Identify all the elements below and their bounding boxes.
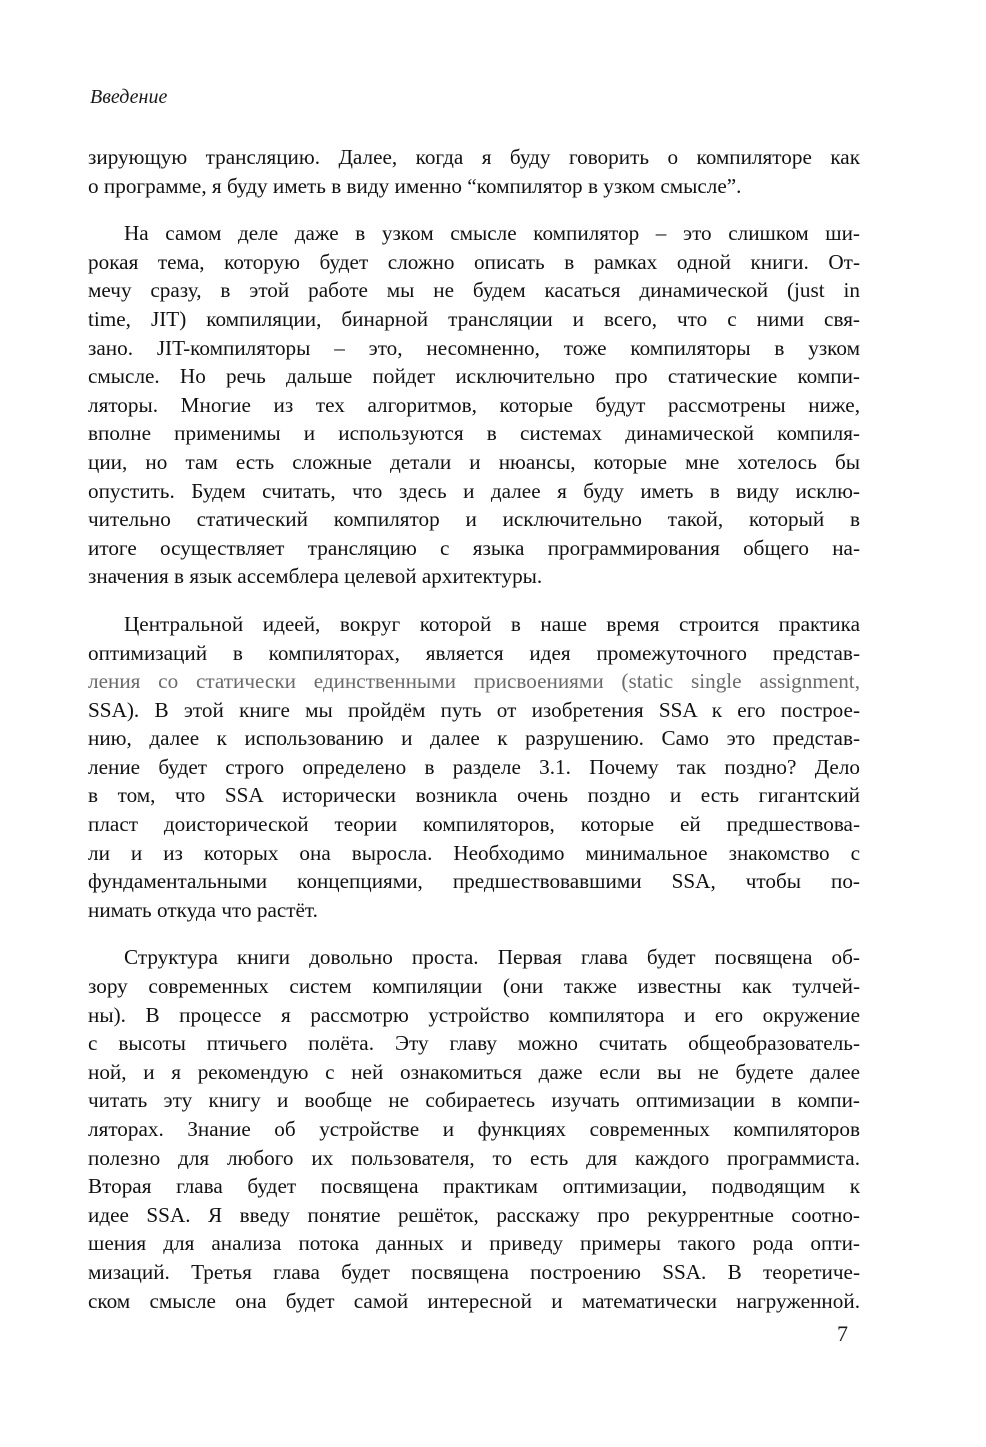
text-line: смысле. Но речь дальше пойдет исключительно про статические компи- — [88, 364, 860, 389]
text-line: пласт доисторической теории компиляторов, которые ей предшествова- — [88, 812, 860, 837]
text-line: оптимизаций в компиляторах, является идея промежуточного представ- — [88, 640, 860, 665]
paragraph — [88, 610, 860, 925]
running-head-title: Введение — [90, 86, 168, 108]
paragraph — [88, 219, 860, 591]
text-line: нию, далее к использованию и далее к разрушению. Само это представ- — [88, 726, 860, 751]
text-line: идее SSA. Я введу понятие решёток, расскажу про рекуррентные соотно- — [88, 1202, 860, 1227]
text-line: time, JIT) компиляции, бинарной трансляции и всего, что с ними свя- — [88, 306, 860, 331]
text-line: в том, что SSA исторически возникла очень поздно и есть гигантский — [88, 783, 860, 808]
text-line: мечу сразу, в этой работе мы не будем касаться динамической (just in — [88, 278, 860, 303]
text-line: ление будет строго определено в разделе 3.1. Почему так поздно? Дело — [88, 754, 860, 779]
page-number: 7 — [837, 1321, 848, 1346]
book-page — [88, 0, 860, 1447]
text-line: нимать откуда что растёт. — [88, 897, 318, 922]
text-line: ском смысле она будет самой интересной и математически нагруженной. — [88, 1288, 860, 1313]
text-line: итоге осуществляет трансляцию с языка программирования общего на- — [88, 535, 860, 560]
text-line: вполне применимы и используются в системах динамической компиля- — [88, 421, 860, 446]
text-line: SSA). В этой книге мы пройдём путь от изобретения SSA к его построе- — [88, 697, 860, 722]
text-line: с высоты птичьего полёта. Эту главу можно считать общеобразователь- — [88, 1031, 860, 1056]
paragraph — [88, 143, 860, 200]
text-line: опустить. Будем считать, что здесь и далее я буду иметь в виду исклю- — [88, 478, 860, 503]
text-line: мизаций. Третья глава будет посвящена построению SSA. В теоретиче- — [88, 1259, 860, 1284]
text-line: ляторах. Знание об устройстве и функциях современных компиляторов — [88, 1117, 860, 1141]
text-line: значения в язык ассемблера целевой архитектуры. — [88, 564, 543, 589]
text-line: ли и из которых она выросла. Необходимо минимальное знакомство с — [88, 840, 860, 865]
body-text — [88, 143, 860, 1334]
text-line-faded: ления со статически единственными присвоениями (static single assignment, — [88, 669, 860, 694]
text-line: Центральной идеей, вокруг которой в наше время строится практика — [124, 611, 860, 636]
paragraph — [88, 943, 860, 1315]
text-line: шения для анализа потока данных и приведу примеры такого рода опти- — [88, 1231, 860, 1256]
text-line: чительно статический компилятор и исключительно такой, который в — [88, 507, 860, 532]
text-line: ной, и я рекомендую с ней ознакомиться даже если вы не будете далее — [88, 1059, 860, 1084]
text-line: ляторы. Многие из тех алгоритмов, которые будут рассмотрены ниже, — [88, 392, 860, 417]
text-line: читать эту книгу и вообще не собираетесь изучать оптимизации в компи- — [88, 1088, 860, 1113]
text-line: Структура книги довольно проста. Первая глава будет посвящена об- — [124, 945, 860, 970]
text-line: зано. JIT-компиляторы – это, несомненно, тоже компиляторы в узком — [88, 335, 860, 360]
text-line: ции, но там есть сложные детали и нюансы, которые мне хотелось бы — [88, 449, 860, 474]
text-line: полезно для любого их пользователя, то есть для каждого программиста. — [88, 1145, 860, 1170]
text-line: зирующую трансляцию. Далее, когда я буду говорить о компиляторе как — [88, 145, 860, 169]
text-line: Вторая глава будет посвящена практикам оптимизации, подводящим к — [88, 1174, 860, 1199]
text-line: рокая тема, которую будет сложно описать в рамках одной книги. От- — [88, 249, 860, 274]
text-line: зору современных систем компиляции (они также известны как тулчей- — [88, 974, 860, 999]
text-line: На самом деле даже в узком смысле компилятор – это слишком ши- — [124, 221, 860, 246]
text-line: о программе, я буду иметь в виду именно “компилятор в узком смысле”. — [88, 173, 742, 198]
text-line: ны). В процессе я рассмотрю устройство компилятора и его окружение — [88, 1002, 860, 1027]
text-line: фундаментальными концепциями, предшествовавшими SSA, чтобы по- — [88, 869, 860, 894]
